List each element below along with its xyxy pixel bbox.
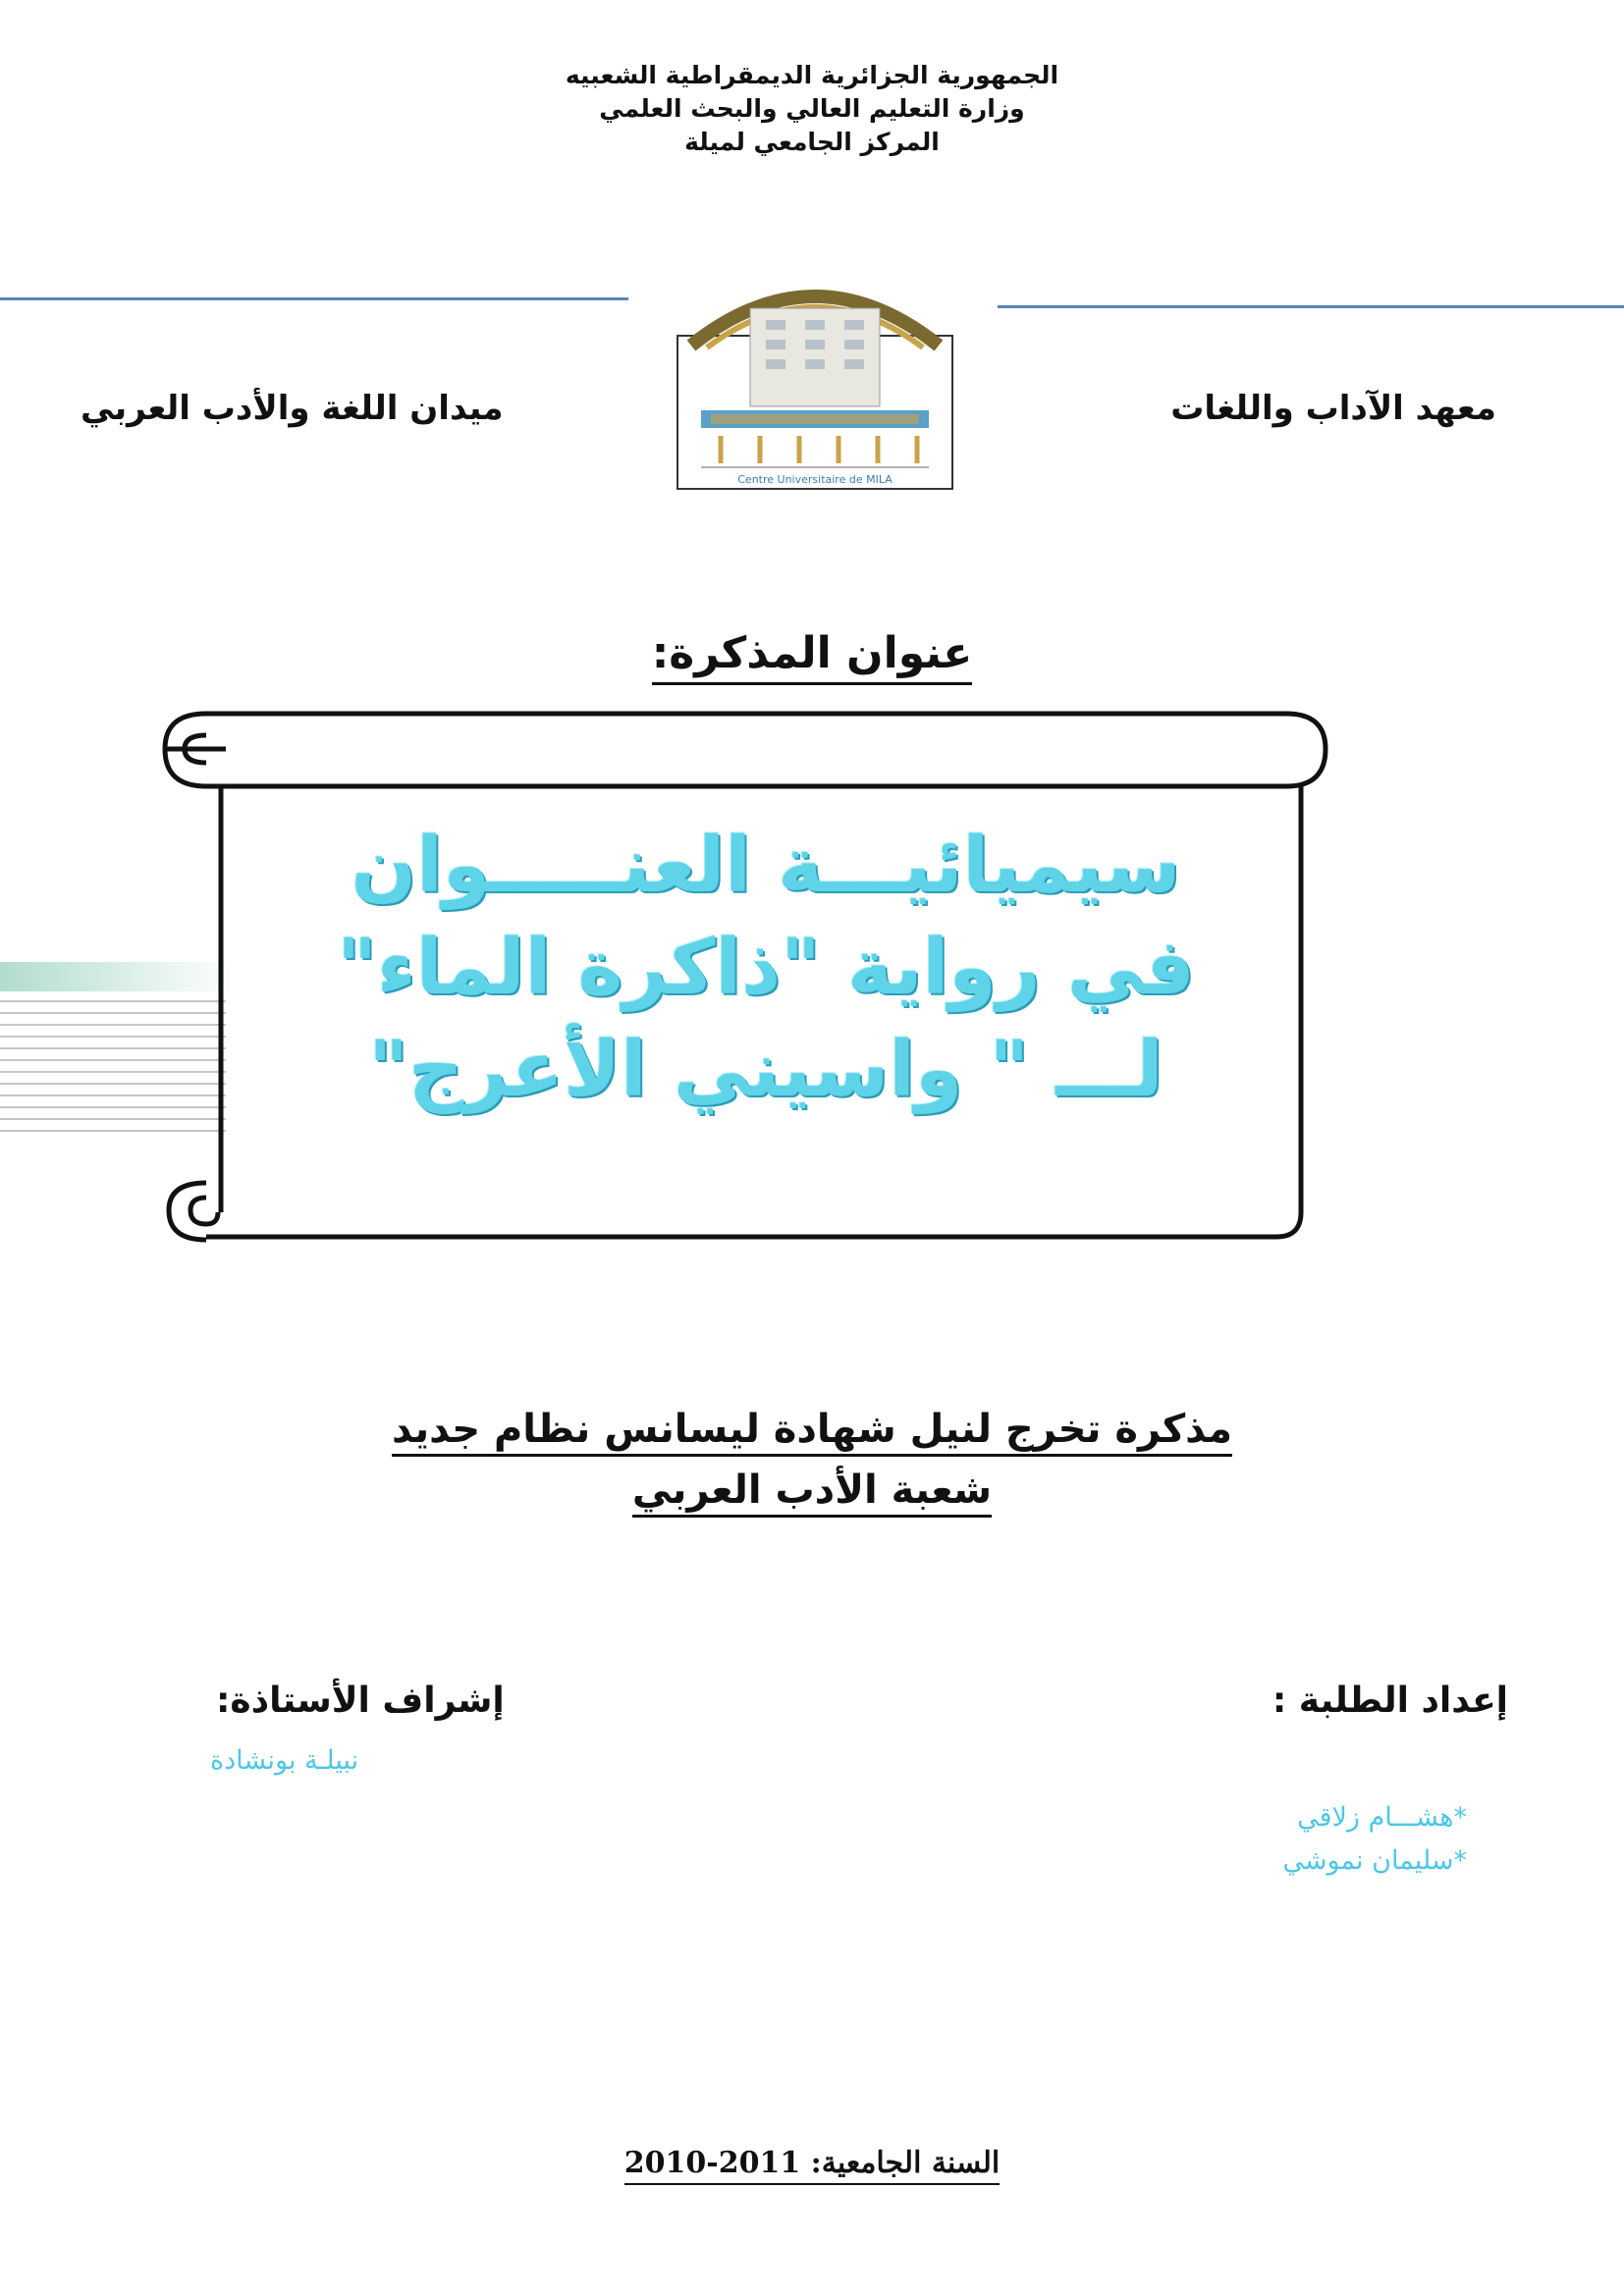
ministry-name: وزارة التعليم العالي والبحث العلمي xyxy=(599,94,1025,123)
thesis-title xyxy=(236,815,1296,1121)
memo-title-label-text: عنوان المذكرة: xyxy=(652,628,973,685)
memo-title-label xyxy=(0,628,1624,678)
university-name: المركز الجامعي لميلة xyxy=(684,128,940,156)
academic-year xyxy=(0,2146,1624,2180)
students-label: إعداد الطلبة : xyxy=(1272,1681,1508,1721)
university-logo xyxy=(672,267,958,495)
republic-name: الجمهورية الجزائرية الديمقراطية الشعبيه xyxy=(565,61,1059,89)
student-name-2: *سليمان نموشي xyxy=(1282,1845,1467,1876)
thesis-title-line-3: لـــ " واسيني الأعرج" xyxy=(368,1026,1164,1114)
institute-label: معهد الآداب واللغات xyxy=(1170,389,1496,428)
logo-caption: Centre Universitaire de MILA xyxy=(737,473,893,486)
academic-year-text: السنة الجامعية: 2011-2010 xyxy=(624,2146,1000,2185)
divider-right xyxy=(998,305,1624,308)
diploma-line-1: مذكرة تخرج لنيل شهادة ليسانس نظام جديد xyxy=(392,1407,1232,1457)
students-list xyxy=(1282,1796,1467,1883)
divider-left xyxy=(0,297,628,300)
supervisor-label: إشراف الأستاذة: xyxy=(216,1681,505,1721)
thesis-title-line-2: في رواية "ذاكرة الماء" xyxy=(337,924,1195,1012)
diploma-line-2: شعبة الأدب العربي xyxy=(632,1468,992,1518)
thesis-title-line-1: سيميائيـــة العنـــــوان xyxy=(351,822,1181,910)
student-name-1: *هشـــام زلاقي xyxy=(1297,1802,1467,1833)
supervisor-name: نبيلـة بونشادة xyxy=(210,1745,359,1776)
diploma-statement xyxy=(0,1399,1624,1521)
header xyxy=(0,59,1624,159)
field-label: ميدان اللغة والأدب العربي xyxy=(81,389,504,428)
